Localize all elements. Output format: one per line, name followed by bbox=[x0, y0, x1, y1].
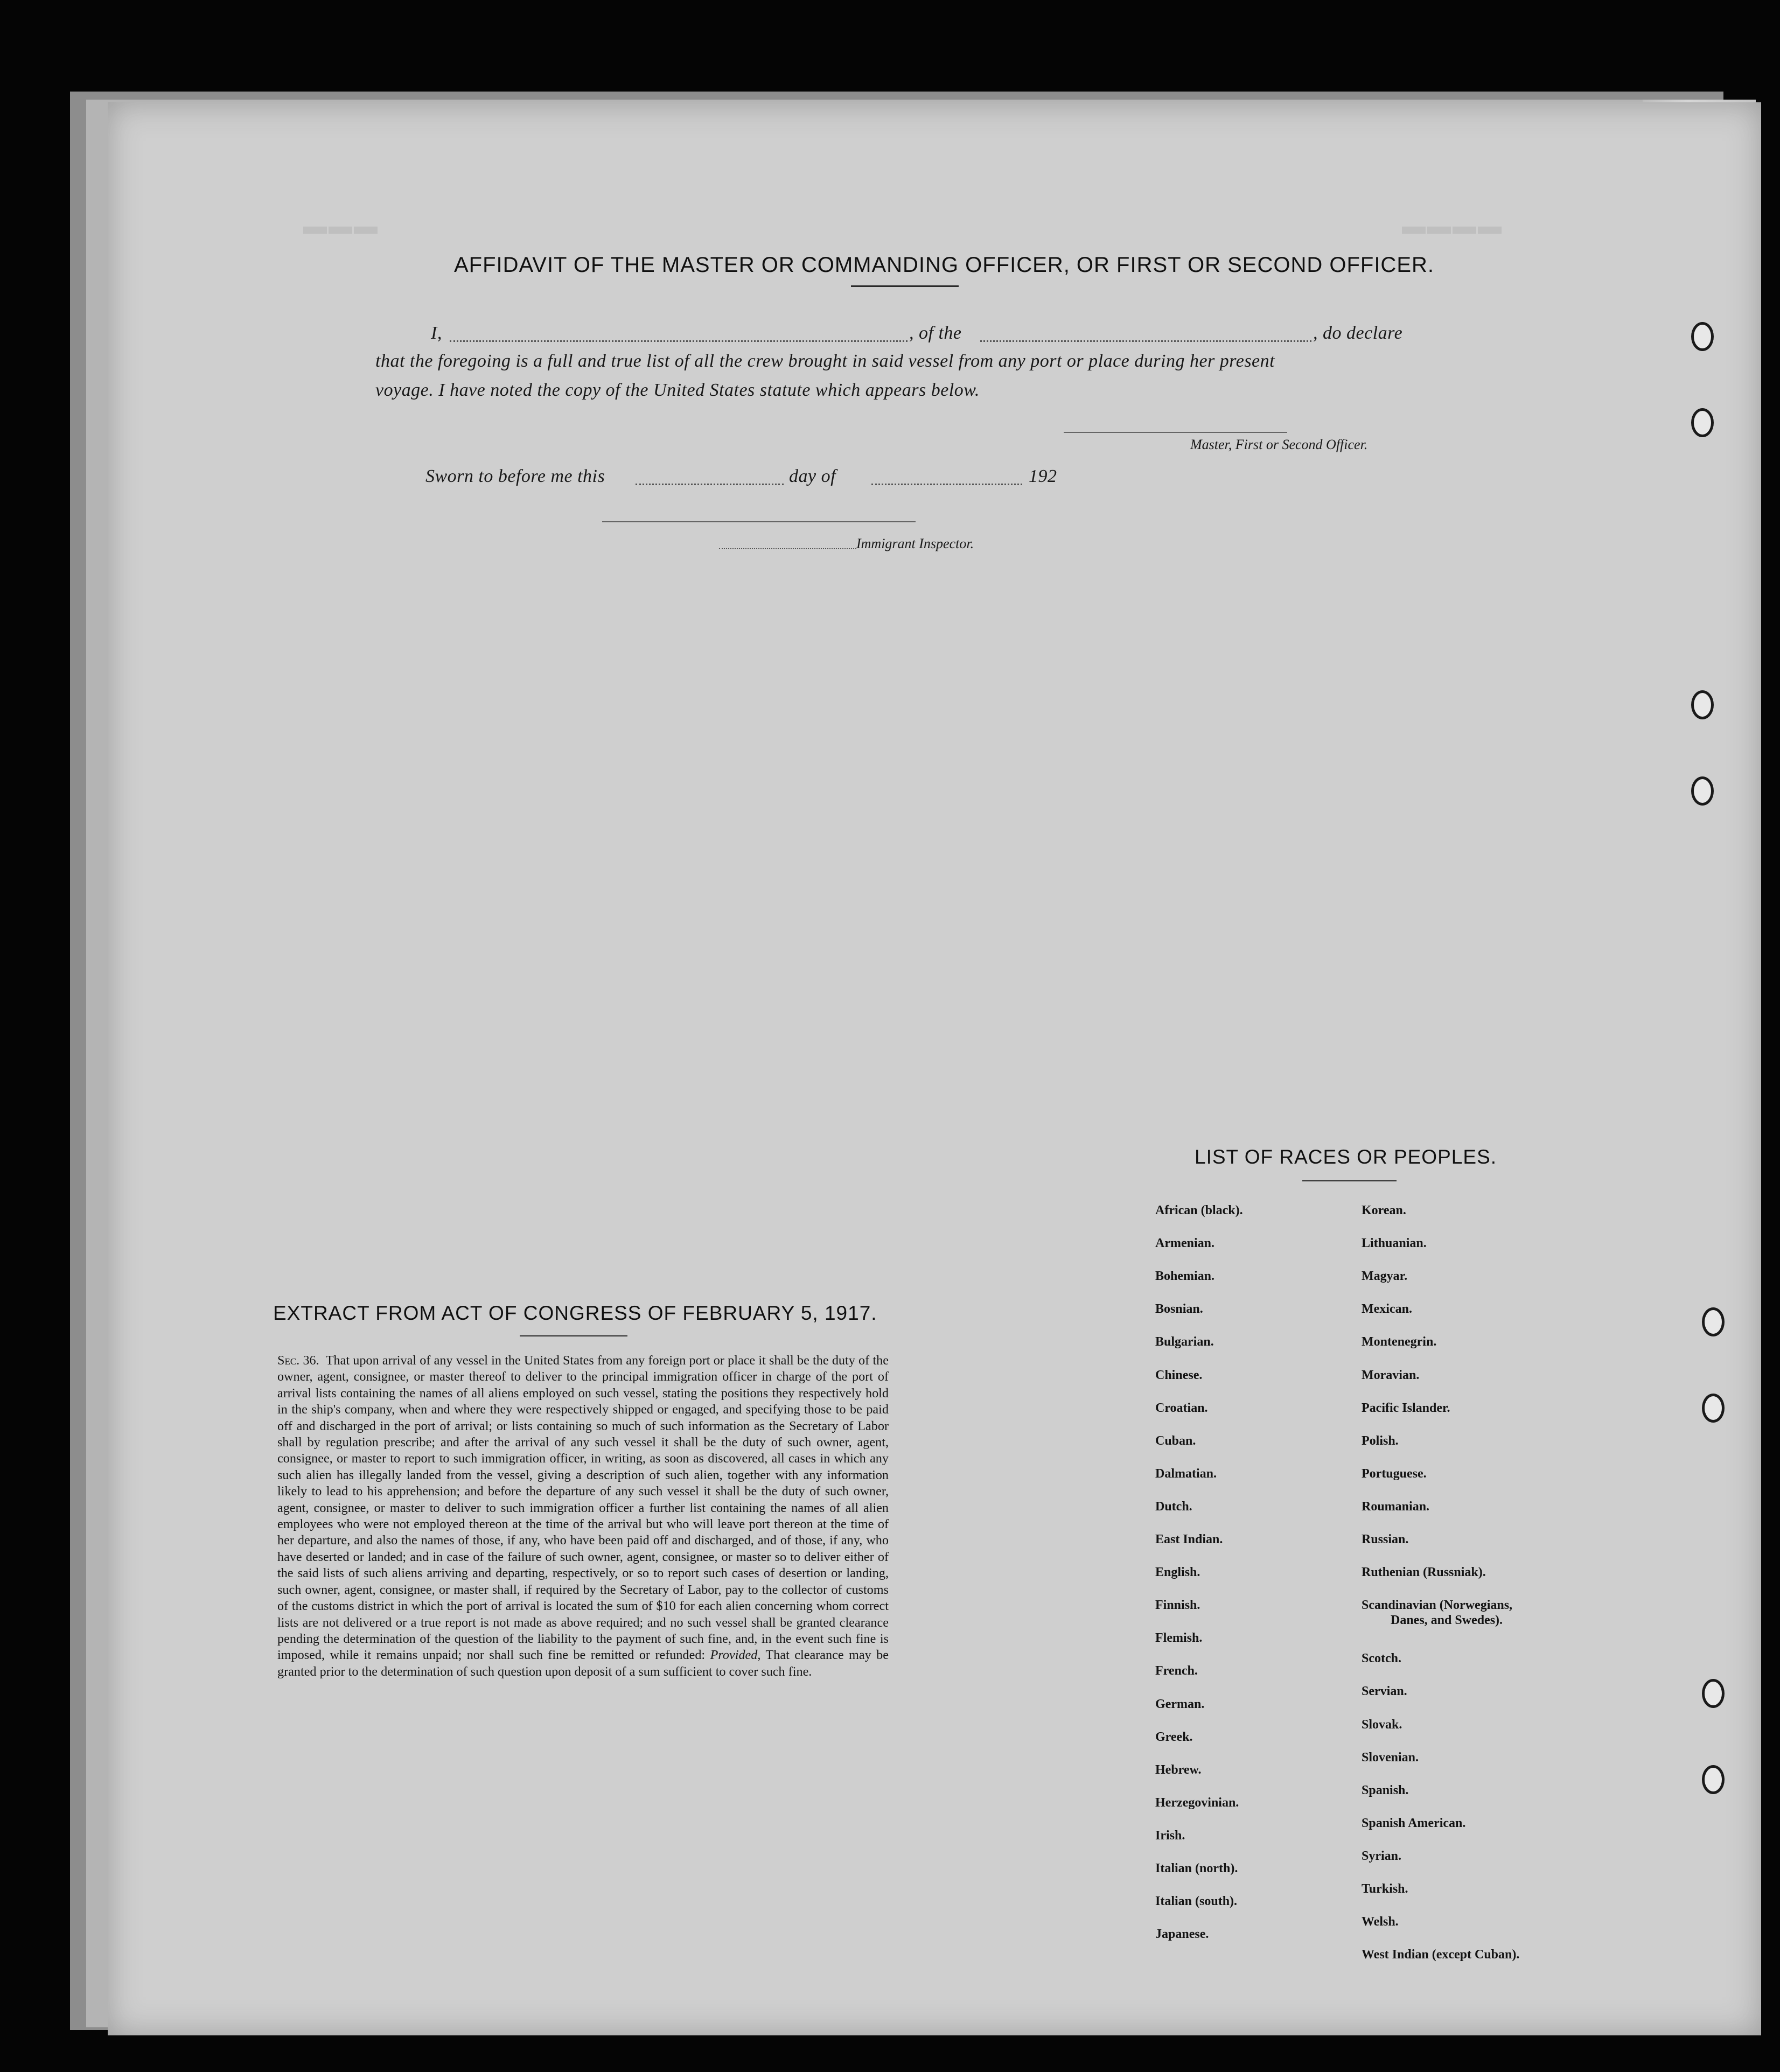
race-item: Bulgarian. bbox=[1155, 1335, 1214, 1349]
punch-hole bbox=[1702, 1307, 1725, 1336]
sworn-month-blank bbox=[871, 484, 1022, 485]
affidavit-do-declare: , do declare bbox=[1313, 323, 1403, 343]
bleed-through-mark: ▬▬▬ bbox=[302, 213, 378, 239]
punch-hole bbox=[1702, 1765, 1725, 1794]
punch-hole bbox=[1691, 776, 1714, 806]
race-item: Slovak. bbox=[1362, 1717, 1402, 1732]
race-item: African (black). bbox=[1155, 1203, 1243, 1217]
bleed-through-mark: ▬▬▬▬ bbox=[1400, 213, 1502, 239]
race-item: Chinese. bbox=[1155, 1368, 1203, 1382]
race-item: French. bbox=[1155, 1664, 1198, 1678]
race-item: Italian (north). bbox=[1155, 1861, 1238, 1875]
extract-tail: That clearance may be granted prior to the determination of such question upon deposit of a sum sufficient to cover such fine. bbox=[277, 1648, 889, 1679]
race-item: Spanish. bbox=[1362, 1783, 1409, 1797]
extract-heading-rule bbox=[520, 1335, 627, 1336]
extract-section: Sec. 36. bbox=[277, 1353, 319, 1368]
punch-hole bbox=[1702, 1679, 1725, 1708]
race-item: Korean. bbox=[1362, 1203, 1406, 1217]
race-item: Bohemian. bbox=[1155, 1269, 1215, 1284]
inspector-label: Immigrant Inspector. bbox=[856, 536, 974, 551]
race-item: German. bbox=[1155, 1697, 1205, 1711]
race-item: Magyar. bbox=[1362, 1269, 1408, 1284]
extract-provided: Provided, bbox=[710, 1648, 761, 1663]
punch-hole bbox=[1691, 690, 1714, 719]
affidavit-line-3: voyage. I have noted the copy of the United States statute which appears below. bbox=[375, 380, 980, 400]
affidavit-line-2: that the foregoing is a full and true list of all the crew brought in said vessel from any port or place during her present bbox=[375, 351, 1275, 371]
master-signature-line bbox=[1064, 432, 1287, 433]
race-item: Dutch. bbox=[1155, 1499, 1192, 1514]
race-item: Mexican. bbox=[1362, 1302, 1412, 1317]
race-item: West Indian (except Cuban). bbox=[1362, 1948, 1520, 1962]
race-item: Pacific Islander. bbox=[1362, 1401, 1450, 1415]
year-text: 192 bbox=[1029, 466, 1057, 486]
race-item: Spanish American. bbox=[1362, 1816, 1466, 1830]
race-item: Ruthenian (Russniak). bbox=[1362, 1565, 1486, 1580]
race-item: Syrian. bbox=[1362, 1849, 1402, 1863]
affidavit-of-the: , of the bbox=[909, 323, 962, 343]
inspector-signature-line bbox=[602, 521, 916, 522]
race-item: Armenian. bbox=[1155, 1236, 1214, 1251]
race-item: Irish. bbox=[1155, 1828, 1185, 1843]
race-item: Danes, and Swedes). bbox=[1391, 1613, 1503, 1628]
affidavit-i: I, bbox=[431, 323, 442, 343]
races-heading: LIST OF RACES OR PEOPLES. bbox=[1195, 1146, 1497, 1168]
race-item: Croatian. bbox=[1155, 1401, 1208, 1415]
name-blank bbox=[450, 340, 908, 342]
vessel-blank bbox=[980, 340, 1311, 342]
race-item: Slovenian. bbox=[1362, 1750, 1419, 1765]
extract-text bbox=[277, 1353, 889, 1680]
race-item: Montenegrin. bbox=[1362, 1335, 1437, 1349]
race-item: Hebrew. bbox=[1155, 1762, 1202, 1777]
day-of-text: day of bbox=[789, 466, 836, 486]
extract-body: That upon arrival of any vessel in the United States from any foreign port or place it shall be the duty of the owner, agent, consignee, or master thereof to deliver to the principal immigration officer in charge of the port of arrival lists containing the names of all aliens employed on such vessel, stating the positions they respectively hold in the ship's company, when and where they were respectively shipped or engaged, and specifying those to be paid off and discharged in the port of arrival; or lists containing so much of such information as the Secretary of Labor shall by regulation prescribe; and after the arrival of any such vessel it shall be the duty of such owner, agent, consignee, or master to report to such immigration officer, in writing, as soon as discovered, all cases in which any such alien has illegally landed from the vessel, giving a description of such alien, together with any information likely to lead to his apprehension; and before the departure of any such vessel it shall be the duty of such owner, agent, consignee, or master to deliver to such immigration officer a further list containing the names of all alien employees who were not employed thereon at the time of the arrival but who will leave port thereon at the time of her departure, and also the names of those, if any, who have been paid off and discharged, and of those, if any, who have deserted or landed; and in case of the failure of such owner, agent, consignee, or master so to deliver either of the said lists of such aliens arriving and departing, respectively, or so to report such cases of desertion or landing, such owner, agent, consignee, or master shall, if required by the Secretary of Labor, pay to the collector of customs of the customs district in which the port of arrival is located the sum of $10 for each alien concerning whom correct lists are not delivered or a true report is not made as above required; and no such vessel shall be granted clearance pending the determination of the question of the liability to the payment of such fine, and, in the event such fine is imposed, while it remains unpaid; nor shall such fine be remitted or refunded: bbox=[277, 1353, 889, 1663]
race-item: Scotch. bbox=[1362, 1651, 1401, 1666]
race-item: Polish. bbox=[1362, 1433, 1399, 1448]
punch-hole bbox=[1691, 408, 1714, 437]
affidavit-heading-rule bbox=[851, 285, 959, 287]
race-item: Italian (south). bbox=[1155, 1894, 1238, 1909]
affidavit-heading: AFFIDAVIT OF THE MASTER OR COMMANDING OFFICER, OR FIRST OR SECOND OFFICER. bbox=[454, 253, 1434, 277]
extract-heading: EXTRACT FROM ACT OF CONGRESS OF FEBRUARY 5, 1917. bbox=[273, 1302, 877, 1324]
race-item: Servian. bbox=[1362, 1684, 1407, 1699]
master-signature-label: Master, First or Second Officer. bbox=[1190, 437, 1368, 452]
race-item: Greek. bbox=[1155, 1730, 1193, 1744]
race-item: Finnish. bbox=[1155, 1598, 1200, 1613]
race-item: Herzegovinian. bbox=[1155, 1795, 1239, 1810]
punch-hole bbox=[1702, 1394, 1725, 1423]
sworn-day-blank bbox=[636, 484, 784, 485]
race-item: Portuguese. bbox=[1362, 1466, 1427, 1481]
punch-hole bbox=[1691, 322, 1714, 351]
race-item: Cuban. bbox=[1155, 1433, 1196, 1448]
race-item: Roumanian. bbox=[1362, 1499, 1430, 1514]
race-item: East Indian. bbox=[1155, 1532, 1223, 1546]
race-item: Flemish. bbox=[1155, 1631, 1203, 1646]
inspector-blank bbox=[719, 548, 856, 549]
race-item: Lithuanian. bbox=[1362, 1236, 1427, 1251]
race-item: Bosnian. bbox=[1155, 1302, 1203, 1317]
race-item: Japanese. bbox=[1155, 1927, 1209, 1942]
race-item: Welsh. bbox=[1362, 1915, 1399, 1929]
race-item: Russian. bbox=[1362, 1532, 1409, 1546]
sworn-text: Sworn to before me this bbox=[425, 466, 605, 486]
race-item: Dalmatian. bbox=[1155, 1466, 1217, 1481]
race-item: Turkish. bbox=[1362, 1882, 1408, 1896]
races-heading-rule bbox=[1302, 1180, 1397, 1181]
race-item: Moravian. bbox=[1362, 1368, 1420, 1382]
race-item: English. bbox=[1155, 1565, 1200, 1580]
race-item: Scandinavian (Norwegians, bbox=[1362, 1598, 1513, 1613]
